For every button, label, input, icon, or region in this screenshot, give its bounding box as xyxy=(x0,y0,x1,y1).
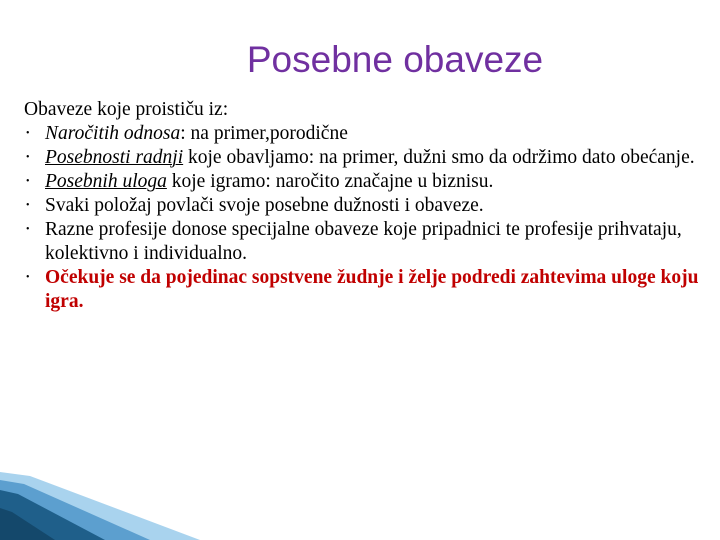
decorative-swoosh xyxy=(0,450,720,540)
intro-text: Obaveze koje proističu iz: xyxy=(24,99,229,120)
item-text: koje igramo: naročito značajne u biznisu. xyxy=(166,171,494,192)
bullet-icon: • xyxy=(26,152,30,163)
slide-content xyxy=(24,98,704,314)
bullet-icon: • xyxy=(26,272,30,283)
list-item xyxy=(24,146,704,170)
item-emphasis: Posebnosti radnji xyxy=(45,147,184,168)
list-item xyxy=(24,170,704,194)
slide-title: Posebne obaveze xyxy=(246,39,544,80)
item-text: na primer,porodične xyxy=(185,123,348,144)
item-text-highlight: Očekuje se da pojedinac sopstvene žudnje i želje podredi zahtevima uloge koju igra. xyxy=(45,267,699,312)
list-item xyxy=(24,194,704,218)
list-item xyxy=(24,218,704,266)
item-text: Svaki položaj povlači svoje posebne dužnosti i obaveze. xyxy=(45,195,484,216)
bullet-list xyxy=(24,122,704,314)
bullet-icon: • xyxy=(26,176,30,187)
bullet-icon: • xyxy=(26,224,30,235)
bullet-icon: • xyxy=(26,128,30,139)
item-emphasis: Posebnih uloga xyxy=(45,171,167,192)
item-text: koje obavljamo: na primer, dužni smo da održimo dato obećanje. xyxy=(183,147,695,168)
item-colon: : xyxy=(180,123,186,144)
list-item xyxy=(24,122,704,146)
item-emphasis: Naročitih odnosa xyxy=(45,123,181,144)
list-item xyxy=(24,266,704,314)
bullet-icon: • xyxy=(26,200,30,211)
item-text: Razne profesije donose specijalne obaveze koje pripadnici te profesije prihvataju, kolektivno i individualno. xyxy=(45,219,682,264)
